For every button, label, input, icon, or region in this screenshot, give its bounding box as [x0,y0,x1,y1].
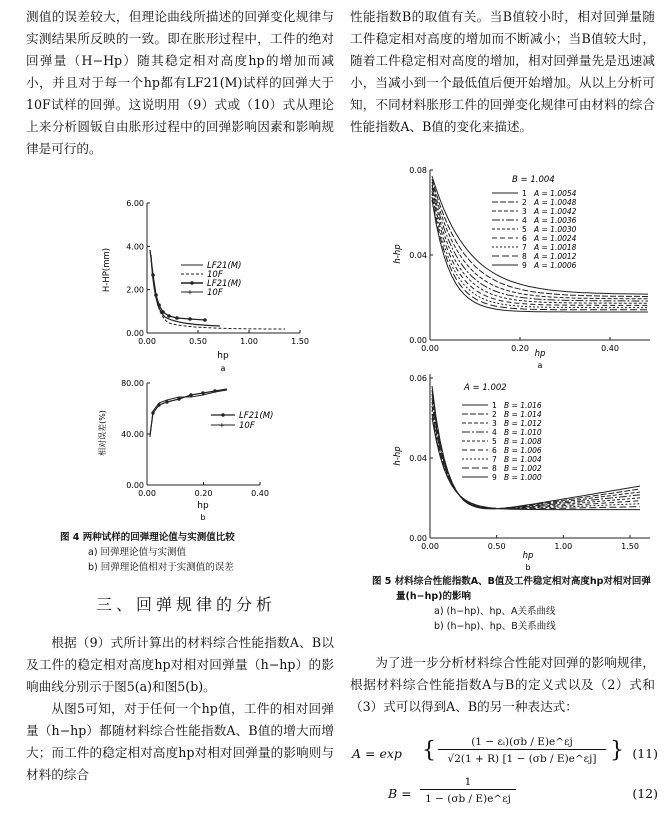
fig5b-legend-label-3: B = 1.012 [504,419,542,428]
fig5b-legend-label-6: B = 1.006 [504,446,542,455]
fig5b-legend-num-3: 3 [492,419,497,428]
fig5a-ytick-label-1: 0.04 [409,251,427,260]
fig5b-legend-label-9: B = 1.000 [504,473,542,482]
fig4b-xtick-label-2: 0.40 [251,489,269,498]
fig5a-xlabel: hp [534,349,546,359]
fig4a-xtick-label-0: 0.00 [138,337,156,346]
fig4b-xtick-label-0: 0.00 [138,489,156,498]
fig5b-xtick-label-0: 0.00 [421,542,439,551]
paragraph-left-bottom-2: 从图5可知，对于任何一个hp值，工件的相对回弹量（h−hp）都随材料综合性能指数A、B值的增大而增大；而工件的稳定相对高度hp对相对回弹量的影响则与材料的综合 [26,701,334,782]
paragraph-left-top: 测值的误差较大，但理论曲线所描述的回弹变化规律与实测结果所反映的一致。即在胀形过程中，工件的绝对回弹量（H−Hp）随其稳定相对高度hp的增加而减小，并且对于每一个hp都有LF21(M)试样的回弹大于10F试样的回弹。这说明用（9）式或（10）式从理论上来分析圆钣自由胀形过程中的回弹影响因素和影响规律是可行的。 [26,9,334,156]
fig4b-legend [211,411,273,431]
eq11-denominator: √2(1 + R) [1 − (σb / E)e^εj] [447,753,597,765]
fig5a-legend-label-5: A = 1.0030 [534,225,577,234]
fig5b-legend-label-8: B = 1.002 [504,464,542,473]
fig5b-legend-label-2: B = 1.014 [504,410,542,419]
right-column-bottom [350,652,655,718]
fig5a-legend-num-4: 4 [522,216,527,225]
fig5b-y-ticks [409,374,433,543]
figure5-plot-a [380,162,660,372]
fig5b-legend-num-4: 4 [492,428,497,437]
fig5a-ytick-label-2: 0.08 [409,166,427,175]
fig4a-ylabel: H-HP(mm) [102,247,112,293]
fig5a-legend-num-3: 3 [522,207,527,216]
fig4b-sublabel: b [200,513,206,522]
fig5b-legend [462,401,542,482]
fig5b-ytick-label-2: 0.06 [409,374,427,383]
fig5b-ytick-label-0: 0.00 [409,534,427,543]
fig4b-legend-label-1: LF21(M) [239,411,274,421]
fig5b-param: A = 1.002 [464,383,507,393]
fig5b-xtick-label-1: 0.50 [487,542,506,551]
fig5a-sublabel: a [537,361,543,370]
fig5a-legend-num-7: 7 [522,243,527,252]
fig5a-x-ticks [421,337,619,353]
fig5a-legend-label-1: A = 1.0054 [534,189,577,198]
fig4b-ylabel: 相对误差(%) [98,410,107,456]
left-column-top [26,6,334,160]
fig5b-legend-num-2: 2 [492,410,497,419]
fig5a-legend-num-5: 5 [522,225,527,234]
eq12-numerator: 1 [420,776,516,790]
svg-text:+: + [187,288,193,297]
svg-text:+: + [219,421,225,430]
fig4a-legend [181,261,241,298]
fig5b-xtick-label-2: 1.00 [554,542,573,551]
equation-12 [352,776,658,812]
fig5b-sublabel: b [525,563,531,572]
fig5a-legend-num-6: 6 [522,234,527,243]
paragraph-right-bottom: 为了进一步分析材料综合性能对回弹的影响规律，根据材料综合性能指数A与B的定义式以及（2）式和（3）式可以得到A、B的另一种表达式： [350,655,655,714]
fig5a-legend-label-4: A = 1.0036 [534,216,577,225]
fig5b-legend-num-9: 9 [492,473,497,482]
eq11-lhs: A = exp [352,746,402,761]
fig5b-legend-num-1: 1 [492,401,497,410]
figure5-caption-a: a) (h−hp)、hp、A关系曲线 [434,606,556,617]
figure4-plot-b [95,375,315,525]
fig4b-curve-lf21 [150,389,227,435]
fig5a-legend-num-2: 2 [522,198,527,207]
fig4a-ytick-label-2: 4.00 [126,242,144,252]
fig5b-x-ticks [421,535,639,551]
fig4b-ytick-label-2: 80.00 [121,379,144,388]
right-column-top [350,6,655,138]
fig4b-x-ticks [138,482,269,498]
figure5-caption [372,574,657,634]
fig5b-ylabel: h-hp [393,446,403,466]
fig5a-ytick-label-0: 0.00 [409,336,427,345]
fig4a-curve-lf21-measured [150,250,205,320]
fig4b-curve-10f [150,390,227,437]
equation-11: A = exp { (1 − εᵢ)(σb / E)e^εj √2(1 + R) [1 − (σb / E)e^εj] } (11) [352,736,658,765]
section-title: 三、回弹规律的分析 [96,595,277,614]
eq12-number: (12) [632,786,658,801]
fig5b-legend-num-6: 6 [492,446,497,455]
paragraph-left-bottom-1: 根据（9）式所计算出的材料综合性能指数A、B以及工件的稳定相对高度hp对相对回弹量（h−hp）的影响曲线分别示于图5(a)和图5(b)。 [26,635,334,694]
fig4b-ytick-label-1: 40.00 [121,430,144,439]
figure4-caption-b: b) 回弹理论值相对于实测值的误差 [88,562,234,573]
fig5b-legend-label-1: B = 1.016 [504,401,542,410]
fig5b-legend-label-4: B = 1.010 [504,428,542,437]
fig4a-y-ticks [126,199,150,338]
fig4a-legend-label-4: 10F [207,288,223,298]
fig5a-legend-label-7: A = 1.0018 [534,243,577,252]
fig5b-legend-num-7: 7 [492,455,497,464]
eq11-number: (11) [632,746,658,761]
fig5a-legend-num-9: 9 [522,261,527,270]
eq12-denominator: 1 − (σb / E)e^εj [425,793,511,805]
fig4a-xlabel: hp [217,351,229,361]
fig5b-legend-num-8: 8 [492,464,497,473]
fig4a-ytick-label-1: 2.00 [126,285,144,295]
fig4b-legend-label-2: 10F [239,421,255,431]
fig4a-legend-label-1: LF21(M) [207,261,242,271]
figure5-caption-b: b) (h−hp)、hp、B关系曲线 [434,621,556,632]
paragraph-right-top: 性能指数B的取值有关。当B值较小时，相对回弹量随工件稳定相对高度的增加而不断减小；当B值较大时，随着工件稳定相对高度的增加，相对回弹量先是迅速减小，当减小到一个最低值后便开始增加。从以上分析可知，不同材料胀形工件的回弹变化规律可由材料的综合性能指数A、B值的变化来描述。 [350,9,655,134]
fig4a-xtick-label-1: 0.50 [189,337,207,346]
fig5b-legend-num-5: 5 [492,437,497,446]
fig4a-xtick-label-2: 1.00 [240,337,258,346]
fig5a-legend-label-9: A = 1.0006 [534,261,577,270]
figure5-caption-title: 图 5 材料综合性能指数A、B值及工件稳定相对高度hp对相对回弹量(h−hp)的影响 [372,576,651,602]
fig5a-xtick-label-0: 0.00 [421,344,439,353]
fig4a-ytick-label-3: 6.00 [126,199,144,208]
fig5b-ytick-label-1: 0.04 [409,454,427,463]
fig5a-legend-num-8: 8 [522,252,527,261]
fig5a-y-ticks [409,166,433,345]
fig4b-xlabel: hp [197,501,209,511]
fig4a-markers [151,273,207,322]
figure4-caption [60,530,330,575]
fig4b-ytick-label-0: 0.00 [126,481,144,490]
fig4a-legend-label-3: LF21(M) [207,279,242,289]
figure5-plot-b [380,366,660,576]
fig4b-y-ticks [121,379,150,490]
left-column-bottom [26,632,334,786]
fig5a-param: B = 1.004 [512,175,555,185]
fig5a-ylabel: h-hp [393,244,403,264]
fig5a-legend-label-8: A = 1.0012 [534,252,577,261]
fig5b-xtick-label-3: 1.50 [621,542,639,551]
eq11-numerator: (1 − εᵢ)(σb / E)e^εj [438,736,606,750]
figure4-plot-a [95,195,315,375]
fig5a-xtick-label-1: 0.20 [511,344,529,353]
fig4a-ytick-label-0: 0.00 [126,329,144,338]
fig5b-xlabel: hp [522,551,534,561]
fig5a-legend-num-1: 1 [522,189,527,198]
fig5a-legend [492,189,577,270]
fig4b-xtick-label-1: 0.20 [194,489,213,498]
eq12-lhs: B = [388,786,412,801]
figure4-caption-title: 图 4 两种试样的回弹理论值与实测值比较 [60,532,235,543]
fig4a-xtick-label-3: 1.50 [291,337,309,346]
fig5a-legend-label-2: A = 1.0048 [534,198,577,207]
fig5a-xtick-label-2: 0.40 [601,344,619,353]
figure4-caption-a: a) 回弹理论值与实测值 [88,547,187,558]
fig5a-legend-label-3: A = 1.0042 [534,207,577,216]
fig5b-legend-label-7: B = 1.004 [504,455,542,464]
fig4a-legend-label-2: 10F [207,270,223,280]
fig4a-sublabel: a [220,364,226,373]
fig5b-legend-label-5: B = 1.008 [504,437,542,446]
fig5a-legend-label-6: A = 1.0024 [534,234,577,243]
fig4a-x-ticks [138,330,309,346]
